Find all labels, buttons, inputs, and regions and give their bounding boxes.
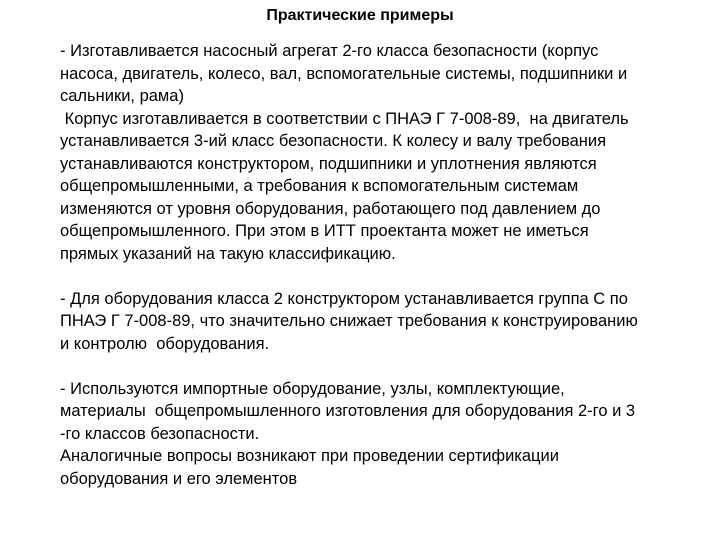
text-line: -го классов безопасности.	[60, 424, 260, 443]
text-line: оборудования и его элементов	[60, 469, 298, 488]
text-line: ПНАЭ Г 7-008-89, что значительно снижает требования к конструированию	[60, 312, 638, 330]
text-line: Корпус изготавливается в соответствии с ПНАЭ Г 7-008-89, на двигатель	[60, 109, 629, 128]
text-line: сальники, рама)	[60, 87, 184, 105]
text-line: - Изготавливается насосный агрегат 2-го класса безопасности (корпус	[60, 42, 599, 60]
text-line: - Для оборудования класса 2 конструктором устанавливается группа С по	[60, 289, 628, 308]
paragraph-class-2-group	[60, 288, 700, 356]
paragraph-pump-unit	[60, 40, 700, 265]
paragraph-gap	[60, 265, 700, 288]
text-line: устанавливается 3-ий класс безопасности. К колесу и валу требования	[60, 132, 607, 150]
page-title: Практические примеры	[266, 7, 454, 24]
text-line: - Используются импортные оборудование, узлы, комплектующие,	[60, 379, 565, 398]
text-line: насоса, двигатель, колесо, вал, вспомогательные системы, подшипники и	[60, 64, 628, 83]
text-line: прямых указаний на такую классификацию.	[60, 244, 396, 263]
paragraph-imported-equipment	[60, 378, 700, 491]
text-line: Аналогичные вопросы возникают при проведении сертификации	[60, 447, 559, 465]
text-line: материалы общепромышленного изготовления для оборудования 2-го и 3	[60, 402, 636, 420]
slide-body	[60, 40, 700, 490]
text-line: устанавливаются конструктором, подшипники и уплотнения являются	[60, 154, 597, 173]
text-line: общепромышленного. При этом в ИТТ проектанта может не иметься	[60, 222, 589, 240]
text-line: изменяются от уровня оборудования, работающего под давлением до	[60, 199, 601, 218]
text-line: общепромышленными, а требования к вспомогательным системам	[60, 177, 579, 195]
paragraph-gap	[60, 355, 700, 378]
text-line: и контролю оборудования.	[60, 334, 270, 353]
